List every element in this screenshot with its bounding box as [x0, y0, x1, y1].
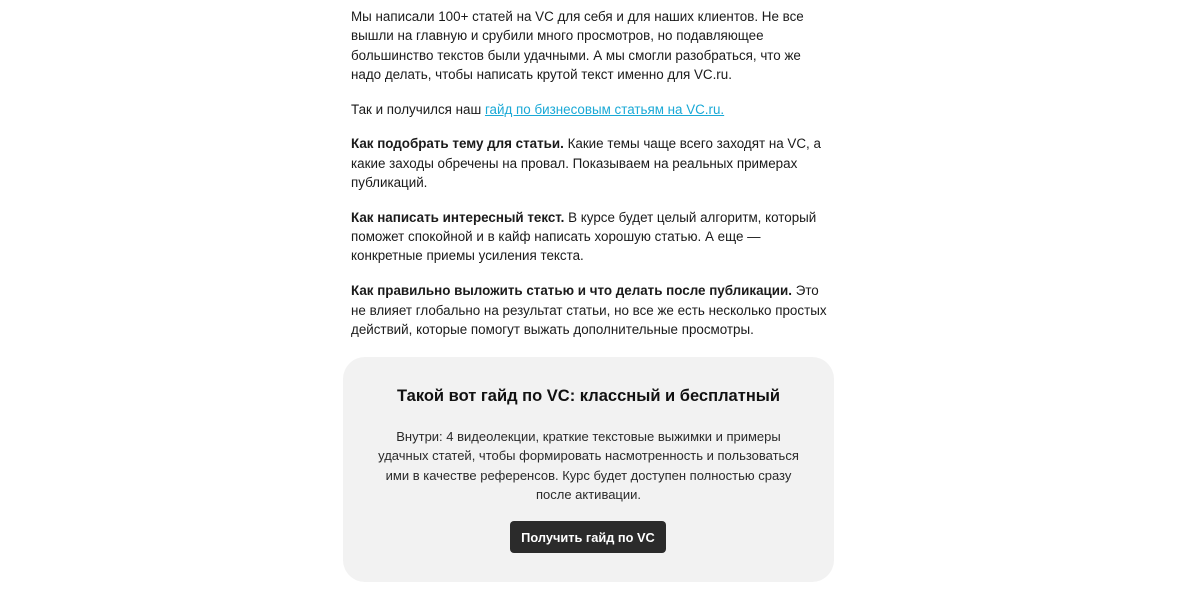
guide-paragraph: [351, 100, 833, 119]
intro-paragraph: Мы написали 100+ статей на VC для себя и для наших клиентов. Не все вышли на главную и срубили много просмотров, но подавляющее большинство текстов были удачными. А мы смогли разобраться, что же надо делать, чтобы написать крутой текст именно для VC.ru.: [351, 9, 804, 82]
section-writing: [351, 208, 833, 266]
guide-link[interactable]: гайд по бизнесовым статьям на VC.ru.: [484, 101, 725, 117]
section-publishing-heading: Как правильно выложить статью и что делать после публикации.: [351, 283, 792, 299]
section-topic-text: Какие темы чаще всего заходят на VC, а какие заходы обречены на провал. Показываем на реальных примерах публикаций.: [351, 136, 821, 191]
article-body: [351, 7, 833, 355]
section-publishing-text: Это не влияет глобально на результат статьи, но все же есть несколько простых действий, которые помогут выжать дополнительные просмотры.: [351, 283, 827, 337]
section-topic: [351, 134, 833, 192]
section-publishing: [351, 281, 833, 339]
section-writing-text: В курсе будет целый алгоритм, который поможет спокойной и в кайф написать хорошую статью. А еще — конкретные приемы усиления текста.: [351, 209, 817, 264]
section-writing-heading: Как написать интересный текст.: [351, 209, 565, 225]
card-title: Такой вот гайд по VC: классный и бесплатный: [396, 387, 781, 405]
card-description: Внутри: 4 видеолекции, краткие текстовые выжимки и примеры удачных статей, чтобы формировать насмотренность и пользоваться ими в качестве референсов. Курс будет доступен полностью сразу после активации.: [378, 429, 799, 502]
guide-promo-card: [343, 357, 834, 582]
section-topic-heading: Как подобрать тему для статьи.: [351, 136, 564, 152]
guide-prefix: Так и получился наш: [351, 101, 485, 117]
get-guide-button[interactable]: Получить гайд по VC: [510, 521, 666, 553]
